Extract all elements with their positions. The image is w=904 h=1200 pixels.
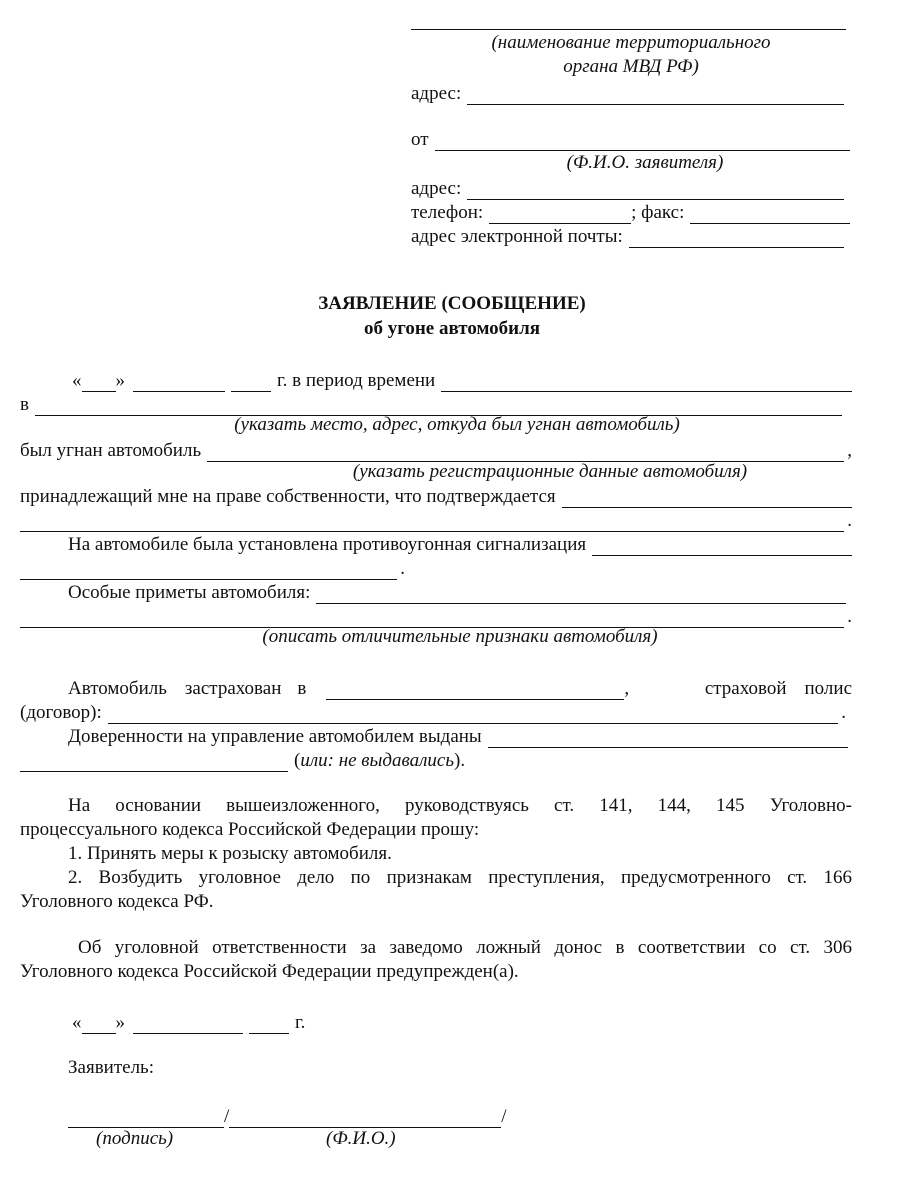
- fax-blank[interactable]: [690, 205, 850, 224]
- features-hint: (описать отличительные признаки автомобиля): [262, 626, 658, 647]
- reg-hint: (указать регистрационные данные автомобиля): [352, 461, 748, 482]
- insured-word-3: в: [297, 678, 307, 699]
- org-name-line[interactable]: [411, 6, 846, 30]
- footer-year-label: г.: [295, 1012, 306, 1033]
- signature-line: [68, 1104, 528, 1128]
- insurer-blank[interactable]: [326, 681, 624, 700]
- footer-fio-hint: (Ф.И.О.): [326, 1128, 396, 1149]
- request-item-2-line2: Уголовного кодекса РФ.: [20, 891, 214, 912]
- insured-word-2: застрахован: [184, 678, 282, 699]
- place-hint: (указать место, адрес, откуда был угнан автомобиль): [234, 414, 680, 435]
- basis-line1: На основании вышеизложенного, руководствуясь ст. 141, 144, 145 Уголовно-: [68, 795, 852, 816]
- features-line: [68, 580, 846, 604]
- fax-label: ; факс:: [631, 202, 685, 223]
- applicant-address-line: [411, 176, 844, 200]
- period-1: .: [847, 510, 852, 531]
- in-label: в: [20, 394, 29, 415]
- car-details-blank[interactable]: [207, 443, 844, 462]
- stolen-car-text: был угнан автомобиль: [20, 440, 202, 461]
- signature-blank[interactable]: [68, 1109, 224, 1128]
- period-4: .: [841, 702, 846, 723]
- ownership-proof-blank[interactable]: [562, 489, 852, 508]
- insured-comma: ,: [624, 678, 630, 699]
- signature-date-line: [72, 1010, 392, 1034]
- ownership-proof-blank2[interactable]: [20, 513, 844, 532]
- applicant-address-label: адрес:: [411, 178, 462, 199]
- org-name-blank[interactable]: [411, 11, 846, 30]
- features-text: Особые приметы автомобиля:: [68, 582, 311, 603]
- period-3: .: [847, 606, 852, 627]
- email-line: [411, 224, 844, 248]
- footer-fio-blank[interactable]: [229, 1109, 501, 1128]
- request-item-2-line1: 2. Возбудить уголовное дело по признакам преступления, предусмотренного ст. 166: [68, 867, 852, 888]
- poa-blank2[interactable]: [20, 753, 288, 772]
- footer-day-blank[interactable]: [82, 1015, 116, 1034]
- contract-label: (договор):: [20, 702, 102, 723]
- applicant-name-line: [411, 127, 850, 151]
- signature-hint: (подпись): [96, 1128, 174, 1149]
- alarm-blank[interactable]: [592, 537, 852, 556]
- poa-blank[interactable]: [488, 729, 848, 748]
- date-open-quote: «: [72, 370, 82, 391]
- org-hint-line2: органа МВД РФ): [563, 56, 699, 77]
- warning-line2: Уголовного кодекса Российской Федерации предупрежден(а).: [20, 961, 519, 982]
- email-blank[interactable]: [629, 229, 844, 248]
- features-line2: [20, 604, 852, 628]
- alarm-blank2[interactable]: [20, 561, 397, 580]
- org-hint-line1: (наименование территориального: [491, 32, 771, 53]
- poa-alt-text: или: не выдавались: [300, 750, 455, 771]
- policy-blank[interactable]: [108, 705, 838, 724]
- slash-1: /: [224, 1106, 230, 1127]
- org-address-line: [411, 81, 844, 105]
- insured-word-1: Автомобиль: [68, 678, 167, 699]
- features-blank[interactable]: [316, 585, 846, 604]
- period-2: .: [400, 558, 405, 579]
- poa-line2: [20, 748, 490, 772]
- phone-label: телефон:: [411, 202, 484, 223]
- basis-line2: процессуального кодекса Российской Федерации прошу:: [20, 819, 480, 840]
- document-subtitle: об угоне автомобиля: [363, 318, 541, 339]
- comma: ,: [847, 440, 852, 461]
- contract-line: [20, 700, 846, 724]
- applicant-label: Заявитель:: [68, 1057, 154, 1078]
- ownership-line2: [20, 508, 852, 532]
- slash-2: /: [501, 1106, 507, 1127]
- email-label: адрес электронной почты:: [411, 226, 623, 247]
- date-close-quote: »: [115, 370, 125, 391]
- warning-line1: Об уголовной ответственности за заведомо ложный донос в соответствии со ст. 306: [78, 937, 852, 958]
- phone-fax-line: [411, 200, 850, 224]
- ownership-text: принадлежащий мне на праве собственности, что подтверждается: [20, 486, 556, 507]
- footer-year-blank[interactable]: [249, 1015, 289, 1034]
- theft-date-line: [72, 368, 852, 392]
- stolen-car-line: [20, 438, 852, 462]
- year-period-text: г. в период времени: [277, 370, 436, 391]
- poa-alt-open: (: [294, 750, 301, 771]
- alarm-text: На автомобиле была установлена противоугонная сигнализация: [68, 534, 587, 555]
- phone-blank[interactable]: [489, 205, 631, 224]
- alarm-line: [68, 532, 852, 556]
- request-item-1: 1. Принять меры к розыску автомобиля.: [68, 843, 392, 864]
- org-address-label: адрес:: [411, 83, 462, 104]
- document-title: ЗАЯВЛЕНИЕ (СООБЩЕНИЕ): [318, 293, 586, 314]
- poa-text: Доверенности на управление автомобилем выданы: [68, 726, 482, 747]
- poa-line: [68, 724, 848, 748]
- org-address-blank[interactable]: [467, 86, 844, 105]
- month-blank[interactable]: [133, 373, 225, 392]
- footer-date-close: »: [115, 1012, 125, 1033]
- alarm-line2: [20, 556, 405, 580]
- place-line: [20, 392, 842, 416]
- insured-word-5: страховой: [704, 678, 787, 699]
- ownership-line: [20, 484, 852, 508]
- year-blank[interactable]: [231, 373, 271, 392]
- applicant-address-blank[interactable]: [467, 181, 844, 200]
- day-blank[interactable]: [82, 373, 116, 392]
- from-label: от: [411, 129, 429, 150]
- poa-alt-close: ).: [454, 750, 466, 771]
- insurance-line: [68, 676, 852, 700]
- time-period-blank[interactable]: [441, 373, 852, 392]
- applicant-fio-hint: (Ф.И.О. заявителя): [566, 152, 724, 173]
- footer-month-blank[interactable]: [133, 1015, 243, 1034]
- insured-word-6: полис: [804, 678, 852, 699]
- applicant-name-blank[interactable]: [435, 132, 850, 151]
- footer-date-open: «: [72, 1012, 82, 1033]
